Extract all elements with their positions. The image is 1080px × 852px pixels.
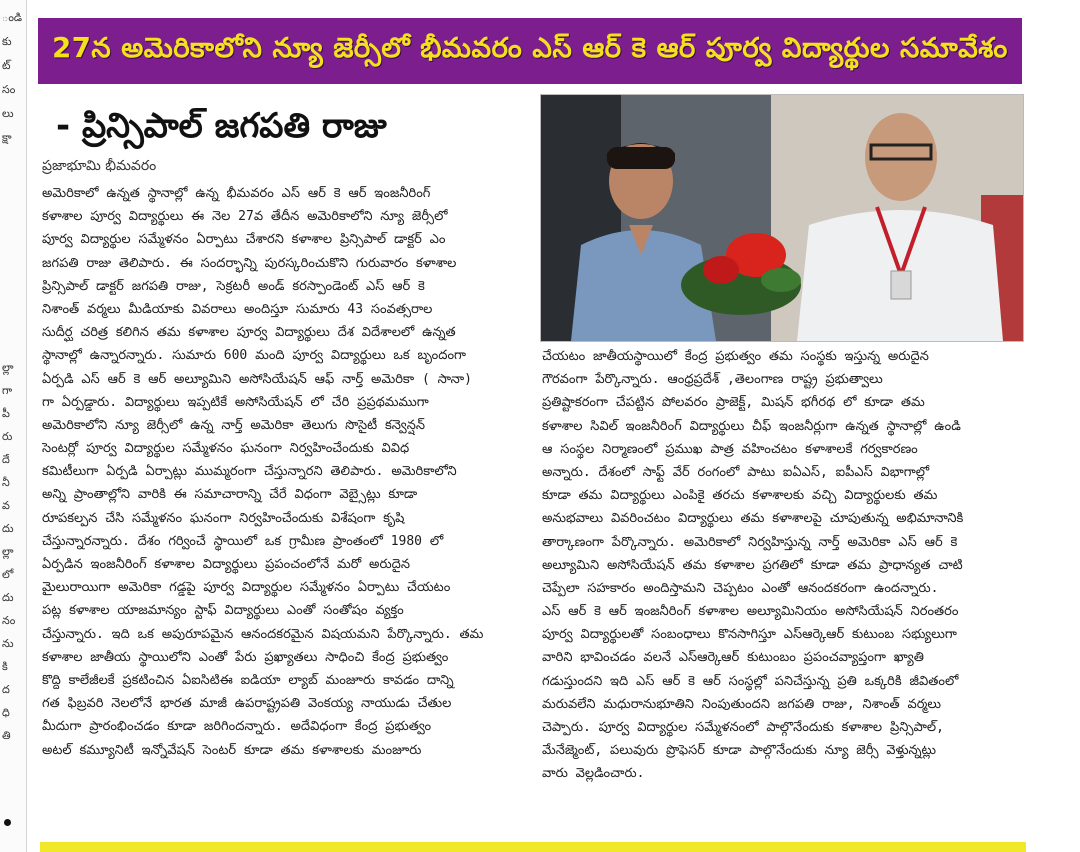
margin-fragment: రు (2, 430, 13, 443)
margin-fragment: దు (2, 522, 14, 535)
article-line: అటల్ కమ్యూనిటీ ఇన్నోవేషన్ సెంటర్ కూడా తమ కళాశాలకు మంజూరు (42, 742, 422, 758)
article-line: కమిటీలుగా ఏర్పడి ఏర్పాట్లు ముమ్మరంగా చేస్తున్నారని తెలిపారు. అమెరికాలోని (42, 464, 457, 480)
article-line: కూడా తమ విద్యార్థులు ఎంపికై తరచు కళాశాలకు వచ్చి విద్యార్థులకు తమ (542, 488, 938, 504)
article-line: స్థానాల్లో ఉన్నారన్నారు. సుమారు 600 మంది పూర్వ విద్యార్థులు ఒక బృందంగా (42, 348, 467, 364)
article-line: కళాశాల జాతీయ స్థాయిలోని ఎంతో పేరు ప్రఖ్యాతలు సాధించి కేంద్ర ప్రభుత్వం (42, 649, 449, 665)
bullet-dot (4, 819, 11, 826)
article-line: కళాశాల పూర్వ విద్యార్థులు ఈ నెల 27వ తేదీన అమెరికాలోని న్యూ జెర్సీలో (42, 209, 448, 225)
article-line: వారు వెల్లడించారు. (542, 766, 645, 782)
article-line: మీదుగా ప్రారంభించడం కూడా జరిగిందన్నారు. అదేవిధంగా కేంద్ర ప్రభుత్వం (42, 719, 432, 735)
margin-fragment: సం (2, 83, 16, 96)
article-line: ఎస్ ఆర్ కె ఆర్ ఇంజనీరింగ్ కళాశాల అల్యూమినియం అసోసియేషన్ నిరంతరం (542, 604, 959, 620)
headline-banner (38, 18, 1022, 84)
article-line: అమెరికాలో ఉన్నత స్థానాల్లో ఉన్న భీమవరం ఎస్ ఆర్ కె ఆర్ ఇంజనీరింగ్ (42, 186, 431, 201)
margin-fragment: తి (2, 729, 11, 742)
article-line: చేస్తున్నారు. ఇది ఒక అపురూపమైన ఆనందకరమైన విషయమని పేర్కొన్నారు. తమ (42, 626, 484, 642)
margin-fragment: ల్లా (2, 361, 14, 374)
article-line: ఏర్పడి ఎస్ ఆర్ కె ఆర్ అల్యూమిని అసోసియేషన్ ఆఫ్ నార్త్ అమెరికా ( సానా) (42, 371, 473, 387)
article-line: గా ఏర్పడ్డారు. విద్యార్థులు ఇప్పటికే అసోసియేషన్ లో చేరి ప్రప్రథమముగా (42, 394, 429, 410)
margin-fragment: దు (2, 591, 14, 604)
margin-fragment: ధి (2, 706, 10, 719)
article-line: అన్నారు. దేశంలో సాఫ్ట్ వేర్ రంగంలో పాటు ఐఏఎస్, ఐపీఎస్ విభాగాల్లో (542, 464, 930, 480)
article-line: కొద్ది కాలేజీలకే ప్రకటించిన ఏఐసిటిఈ ఐడియా ల్యాబ్ మంజూరు కావడం దాన్ని (42, 672, 454, 688)
article-line: పూర్వ విద్యార్థులతో సంబంధాలు కొనసాగిస్తూ ఎస్ఆర్కెఆర్ కుటుంబ సభ్యులుగా (542, 627, 957, 643)
article-line: అనుభవాలు వివరించటం విద్యార్థులు తమ కళాశాలపై చూపుతున్న అభిమానానికి (542, 511, 964, 527)
previous-column-margin (0, 0, 27, 852)
article-line: సెంటర్లో పూర్వ విద్యార్థుల సమ్మేళనం ఘనంగా నిర్వహించేందుకు వివిధ (42, 441, 410, 457)
article-line: తార్కాణంగా పేర్కొన్నారు. అమెరికాలో నిర్వహిస్తున్న నార్త్ అమెరికా ఎస్ ఆర్ కె (542, 534, 958, 550)
article-line: మేనేజ్మెంట్, పలువురు ప్రొఫెసర్ కూడా పాల్గొనేందుకు న్యూ జెర్సీ వెళ్తున్నట్లు (542, 743, 937, 759)
article-line: చెప్పేలా సహకారం అందిస్తామని చెప్పటం ఎంతో ఆనందకరంగా ఉందన్నారు. (542, 580, 939, 596)
margin-fragment: లు (2, 107, 14, 120)
dateline: ప్రజాభూమి భీమవరం (42, 158, 157, 174)
article-line: చేయటం జాతీయస్థాయిలో కేంద్ర ప్రభుత్వం తమ సంస్థకు ఇస్తున్న అరుదైన (542, 349, 929, 364)
article-line: జగపతి రాజు తెలిపారు. ఈ సందర్భాన్ని పురస్కరించుకొని గురువారం కళాశాల (42, 255, 457, 271)
margin-fragment: కి (2, 660, 8, 673)
margin-fragment: ను (2, 637, 14, 650)
article-line: కళాశాల సివిల్ ఇంజనీరింగ్ విద్యార్థులు చీఫ్ ఇంజనీర్లుగా ఉన్నత స్థానాల్లో ఉండి (542, 418, 961, 434)
article-line: రూపకల్పన చేసి సమ్మేళనం ఘనంగా నిర్వహించేందుకు విశేషంగా కృషి (42, 510, 405, 526)
margin-fragment: ండి (2, 11, 23, 24)
article-line: చెప్పారు. పూర్వ విద్యార్థుల సమ్మేళనంలో పాల్గొనేందుకు కళాశాల ప్రిన్సిపాల్, (542, 720, 944, 735)
article-line: గడుస్తుందని ఇది ఎస్ ఆర్ కె ఆర్ సంస్థల్లో పనిచేస్తున్న ప్రతి ఒక్కరికి జీవితంలో (542, 673, 959, 689)
article-photo (540, 94, 1024, 342)
margin-fragment: కు (2, 35, 12, 48)
margin-fragment: ల్లా (2, 545, 14, 558)
article-body-right (542, 345, 1022, 786)
article-line: మరువలేని మధురానుభూతిని నింపుతుందని జగపతి రాజు, నిశాంత్ వర్మలు (542, 696, 942, 712)
article-line: అమెరికాలోని న్యూ జెర్సీలో ఉన్న నార్త్ అమెరికా తెలుగు సొసైటీ కన్వెన్షన్ (42, 417, 425, 433)
margin-fragment: వ (2, 499, 10, 512)
margin-fragment: లో (2, 568, 14, 581)
article-line: మైలురాయిగా అమెరికా గడ్డపై పూర్వ విద్యార్థుల సమ్మేళనం ఏర్పాటు చేయటం (42, 580, 451, 596)
sub-headline: - ప్రిన్సిపాల్ జగపతి రాజు (56, 106, 387, 146)
article-line: అన్ని ప్రాంతాల్లోని వారికి ఈ సమాచారాన్ని చేరే విధంగా వెబ్సైట్లు కూడా (42, 487, 418, 503)
article-line: ఆ సంస్థల నిర్మాణంలో ప్రముఖ పాత్ర వహించటం కళాశాలకే గర్వకారణం (542, 441, 918, 457)
margin-fragment: నం (2, 614, 16, 627)
bottom-color-bar (40, 842, 1026, 852)
margin-fragment: గా (2, 384, 13, 397)
article-line: ఏర్పడిన ఇంజనీరింగ్ కళాశాల విద్యార్థులు ప్రపంచంలోనే మరో అరుదైన (42, 557, 410, 572)
photo-illustration (541, 95, 1023, 341)
article-line: సుదీర్ఘ చరిత్ర కలిగిన తమ కళాశాల పూర్వ విద్యార్థులు దేశ విదేశాలలో ఉన్నత (42, 325, 456, 341)
article-line: గత ఫిబ్రవరి నెలలోనే భారత మాజీ ఉపరాష్ట్రపతి వెంకయ్య నాయుడు చేతుల (42, 696, 452, 712)
article-line: వారిని భావించడం వలనే ఎస్ఆర్కెఆర్ కుటుంబం ప్రపంచవ్యాప్తంగా ఖ్యాతి (542, 650, 924, 666)
article-line: నిశాంత్ వర్మలు మీడియాకు వివరాలు అందిస్తూ సుమారు 43 సంవత్సరాల (42, 301, 433, 317)
margin-fragment: ద (2, 683, 10, 696)
margin-fragment: పీ (2, 407, 10, 420)
article-line: పట్ల కళాశాల యాజమాన్యం స్టాఫ్ విద్యార్థులు ఎంతో సంతోషం వ్యక్తం (42, 603, 404, 619)
article-line: అల్యూమిని అసోసియేషన్ తమ కళాశాల ప్రగతిలో కూడా తమ ప్రాధాన్యత చాటి (542, 557, 963, 573)
article-line: ప్రిన్సిపాల్ డాక్టర్ జగపతి రాజు, సెక్రటరీ అండ్ కరస్పాండెంట్ ఎస్ ఆర్ కె (42, 278, 425, 294)
headline: 27న అమెరికాలోని న్యూ జెర్సీలో భీమవరం ఎస్ ఆర్ కె ఆర్ పూర్వ విద్యార్థుల సమావేశం (52, 31, 1008, 64)
margin-fragment: ట్ (2, 59, 11, 72)
article-line: పూర్వ విద్యార్థుల సమ్మేళనం ఏర్పాటు చేశారని కళాశాల ప్రిన్సిపాల్ డాక్టర్ ఎం (42, 232, 446, 248)
margin-fragment: నీ (2, 476, 10, 489)
article-line: ప్రతిష్టాకరంగా చేపట్టిన పోలవరం ప్రాజెక్ట్, మిషన్ భగీరథ లో కూడా తమ (542, 395, 925, 411)
article-line: గౌరవంగా పేర్కొన్నారు. ఆంధ్రప్రదేశ్ ,తెలంగాణ రాష్ట్ర ప్రభుత్వాలు (542, 372, 883, 388)
article-body-left (42, 182, 526, 762)
margin-fragment: దే (2, 453, 10, 466)
margin-fragment: క్షా (2, 131, 12, 144)
article-line: చేస్తున్నారన్నారు. దేశం గర్వించే స్థాయిలో ఒక గ్రామీణ ప్రాంతంలో 1980 లో (42, 533, 444, 549)
